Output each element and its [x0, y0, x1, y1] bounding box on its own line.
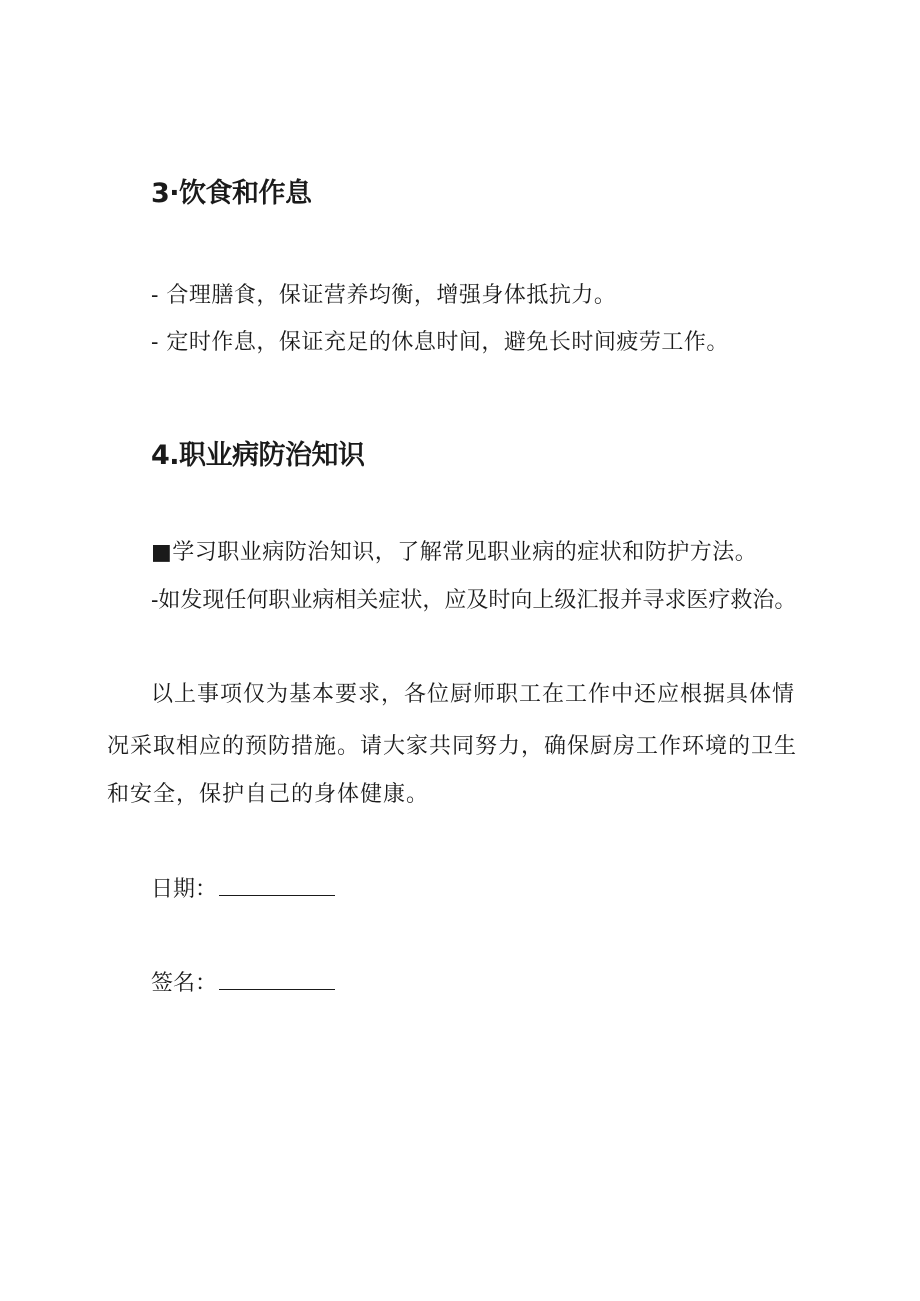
list-item: ■学习职业病防治知识，了解常见职业病的症状和防护方法。 — [151, 540, 758, 565]
date-field — [151, 877, 335, 901]
list-item: - 定时作息，保证充足的休息时间，避免长时间疲劳工作。 — [151, 330, 729, 355]
closing-paragraph-line: 况采取相应的预防措施。请大家共同努力，确保厨房工作环境的卫生 — [107, 734, 798, 759]
date-blank-line[interactable] — [219, 877, 335, 896]
section-3-heading: 3·饮食和作息 — [151, 178, 312, 209]
section-4-heading: 4.职业病防治知识 — [151, 440, 365, 471]
list-item: -如发现任何职业病相关症状，应及时向上级汇报并寻求医疗救治。 — [151, 588, 797, 613]
signature-label: 签名： — [151, 971, 218, 996]
signature-blank-line[interactable] — [219, 971, 335, 990]
closing-paragraph-line: 以上事项仅为基本要求，各位厨师职工在工作中还应根据具体情 — [151, 682, 796, 707]
signature-field — [151, 971, 335, 995]
date-label: 日期： — [151, 877, 218, 902]
closing-paragraph-line: 和安全，保护自己的身体健康。 — [107, 782, 430, 807]
list-item: - 合理膳食，保证营养均衡，增强身体抵抗力。 — [151, 283, 617, 308]
